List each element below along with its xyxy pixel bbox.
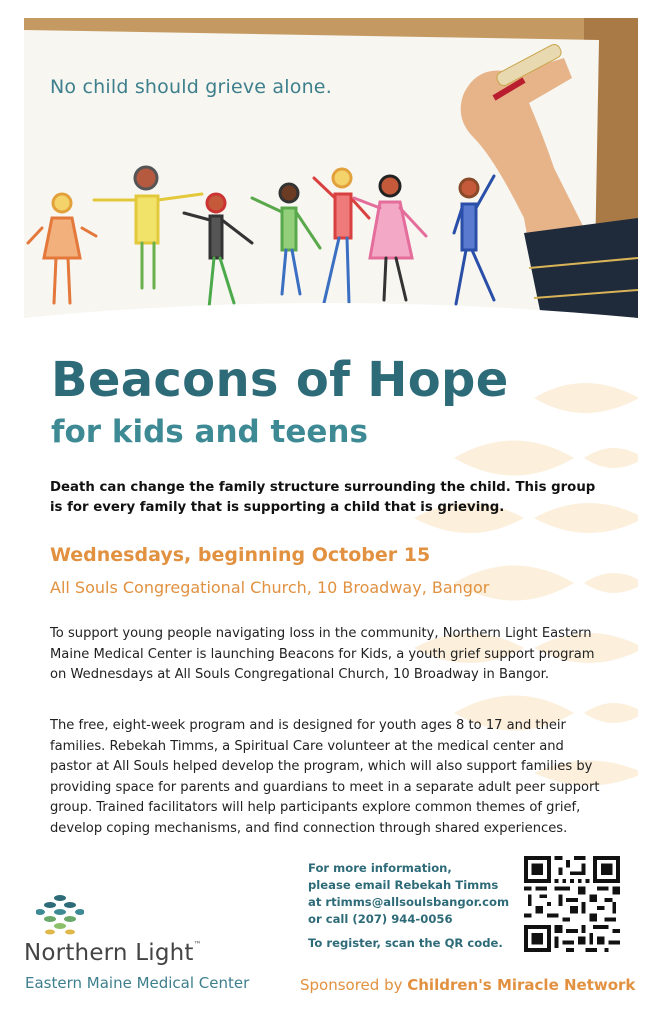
schedule-location: All Souls Congregational Church, 10 Broadway, Bangor [50,578,490,597]
page-title: Beacons of Hope [51,352,509,408]
contact-phone[interactable]: or call (207) 944-0056 [308,912,453,926]
schedule-date: Wednesdays, beginning October 15 [50,544,431,566]
sponsor-name: Children's Miracle Network [407,976,636,994]
contact-email[interactable]: at rtimms@allsoulsbangor.com [308,895,510,909]
body-paragraph-2: The free, eight-week program and is designed for youth ages 8 to 17 and their families. Rebekah Timms, a Spiritual Care volunteer at the medical center and pastor at All Souls helped develop the program, which will also support families by providing space for parents and guardians to meet in a separate adult peer support group. Trained facilitators will help participants explore common themes of grief, develop coping mechanisms, and find connection through shared experiences. [50,718,600,836]
contact-line-2: please email Rebekah Timms [308,878,499,892]
contact-line-1: For more information, [308,861,452,875]
body-paragraph-1: To support young people navigating loss in the community, Northern Light Eastern Maine Medical Center is launching Beacons for Kids, a youth grief support program on Wednesdays at All Souls Congregational Church, 10 Broadway in Bangor. [50,626,595,682]
logo-subtitle: Eastern Maine Medical Center [25,974,250,992]
contact-info [308,860,518,928]
register-instruction: To register, scan the QR code. [308,936,503,950]
intro-text: Death can change the family structure surrounding the child. This group is for every family that is supporting a child that is grieving. [50,480,596,515]
logo-name: Northern Light [24,940,194,966]
qr-code[interactable] [524,856,620,952]
sponsor-prefix: Sponsored by [300,976,408,994]
childrens-drawing-illustration [24,18,638,330]
hero-image [24,18,638,330]
page-subtitle: for kids and teens [51,414,368,450]
logo-trademark: ™ [193,940,202,949]
logo-wordmark [24,940,202,966]
flyer [24,18,638,1008]
sponsor-line [300,976,635,994]
hero-tagline: No child should grieve alone. [50,76,332,98]
northern-light-logo-icon [36,894,84,938]
